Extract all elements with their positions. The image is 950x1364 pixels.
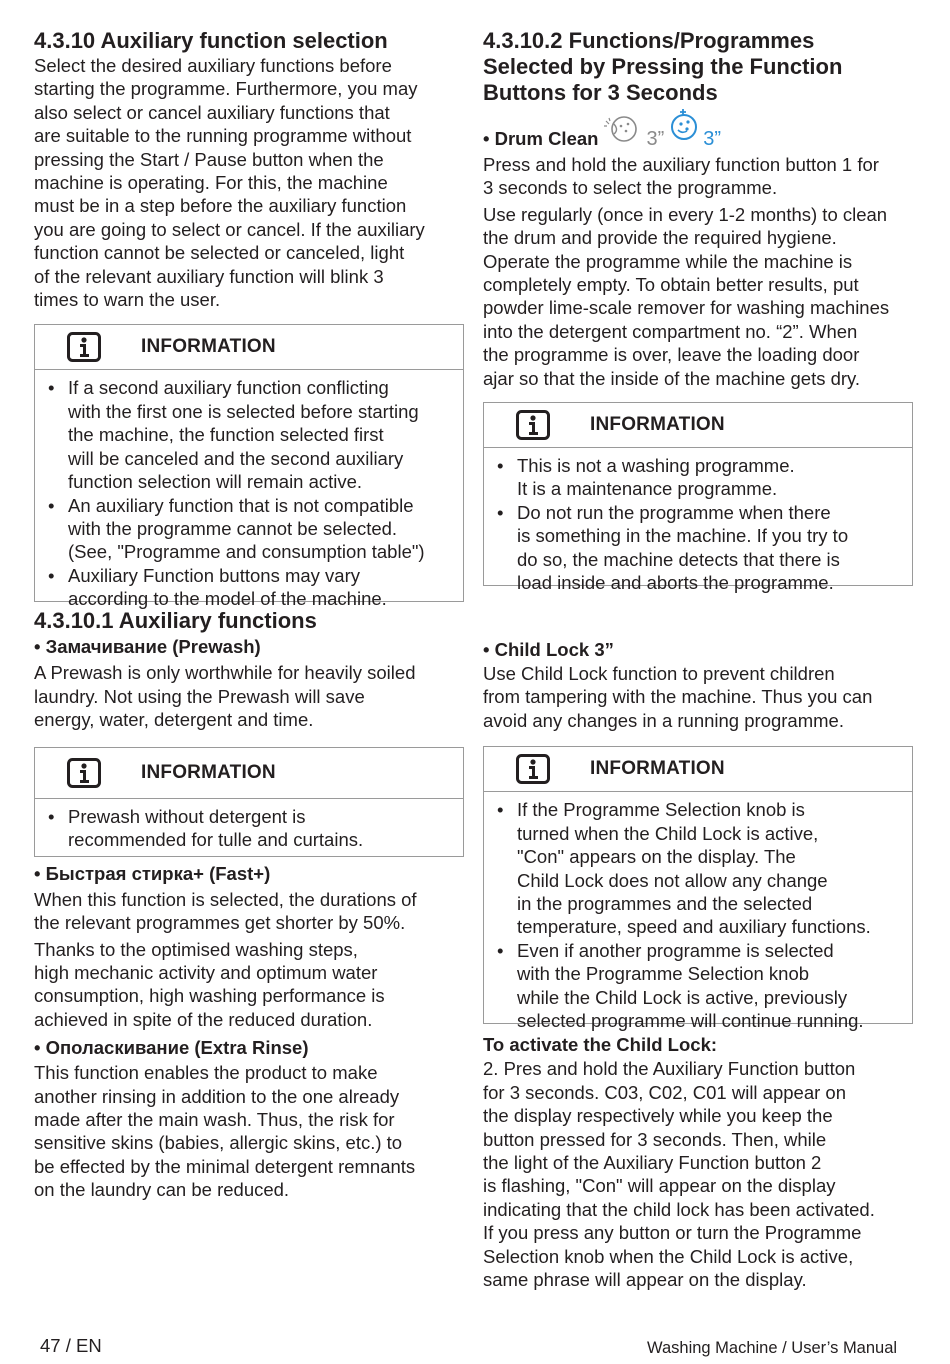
manual-title: Washing Machine / User’s Manual [647,1339,898,1357]
information-icon [67,332,101,362]
text-line: Select the desired auxiliary functions before [34,55,392,76]
text-line: the light of the Auxiliary Function button 2 [483,1151,822,1173]
text-line: machine is operating. For this, the machine [34,172,388,194]
text-line: be effected by the minimal detergent remnants [34,1155,416,1177]
text-line: is something in the machine. If you try to [517,525,849,547]
text-line: (See, "Programme and consumption table") [68,541,425,563]
text-line: Press and hold the auxiliary function button 1 for [483,154,879,175]
text-line: If you press any button or turn the Programme [483,1222,862,1244]
heading-auxiliary-functions: 4.3.10.1 Auxiliary functions [34,608,317,634]
info-list [35,799,463,852]
text-line: • Even if another programme is selected [517,939,834,961]
information-icon [67,758,101,788]
text-line: do so, the machine detects that there is [517,548,840,570]
text-line: 3 seconds to select the programme. [483,177,778,199]
text-line: according to the model of the machine. [68,588,387,610]
subheading-extra-rinse: • Ополаскивание (Extra Rinse) [34,1037,309,1059]
text-line: indicating that the child lock has been activated. [483,1198,875,1220]
text-line: the display respectively while you keep the [483,1105,833,1127]
text-line: the relevant programmes get shorter by 50%. [34,912,406,934]
text-line: made after the main wash. Thus, the risk for [34,1108,395,1130]
text-line: function selection will remain active. [68,471,363,493]
text-line: It is a maintenance programme. [517,478,778,500]
text-line: with the Programme Selection knob [517,963,810,985]
text-line: ajar so that the inside of the machine gets dry. [483,367,861,389]
text-line: • If a second auxiliary function conflicting [68,377,389,399]
info-box-header [484,747,912,792]
text-line: for 3 seconds. C03, C02, C01 will appear on [483,1081,847,1103]
page-number: 47 / EN [40,1335,102,1356]
text-line: • Prewash without detergent is [68,805,306,827]
para-drum-clean-1 [483,153,913,200]
para-activate-child-lock [483,1057,913,1291]
text-line: A Prewash is only worthwhile for heavily soiled [34,662,416,684]
subheading-activate-child-lock: To activate the Child Lock: [483,1034,718,1056]
text-line: selected programme will continue running. [517,1009,864,1031]
heading-aux-function-selection: 4.3.10 Auxiliary function selection [34,28,388,53]
text-line: the programme is over, leave the loading door [483,344,860,366]
text-line: will be canceled and the second auxiliary [68,447,404,469]
para-fast-2 [34,938,464,1032]
text-line: laundry. Not using the Prewash will save [34,685,365,707]
text-line: Use regularly (once in every 1-2 months) to clean [483,203,888,225]
text-line: Child Lock does not allow any change [517,869,828,891]
list-item [484,939,912,1033]
para-drum-clean-2 [483,203,913,390]
text-line: Thanks to the optimised washing steps, [34,938,358,960]
list-item [35,805,463,852]
text-line: is flashing, "Con" will appear on the display [483,1175,836,1197]
text-line: achieved in spite of the reduced duration. [34,1008,373,1030]
para-fast-1 [34,888,464,935]
info-box-header [484,403,912,448]
list-item [35,564,463,611]
list-item [35,494,463,564]
text-line: • An auxiliary function that is not compatible [68,494,414,516]
text-line: in the programmes and the selected [517,892,813,914]
para-extra-rinse [34,1061,464,1201]
text-line: • Do not run the programme when there [517,501,831,523]
left-column [34,28,464,1202]
text-line: another rinsing in addition to the one already [34,1085,400,1107]
text-line: Use Child Lock function to prevent children [483,663,835,685]
text-line: you are going to select or cancel. If the auxiliary [34,218,425,240]
info-box-prewash [34,747,464,857]
drum-clean-icon [602,115,646,149]
drum-clean-seconds-blue: 3” [703,128,722,150]
text-line: When this function is selected, the durations of [34,888,417,910]
info-box-title: INFORMATION [590,758,725,780]
subheading-child-lock: • Child Lock 3” [483,639,614,661]
text-line: into the detergent compartment no. “2”. When [483,320,858,342]
text-line: from tampering with the machine. Thus you can [483,686,873,708]
text-line: also select or cancel auxiliary functions that [34,101,390,123]
drum-clean-icon-blue [667,107,703,147]
para-prewash [34,661,464,731]
text-line: of the relevant auxiliary function will blink 3 [34,265,384,287]
text-line: powder lime-scale remover for washing machines [483,297,890,319]
text-line: 4.3.10.2 Functions/Programmes [483,28,815,53]
text-line: load inside and aborts the programme. [517,572,834,594]
info-box-conflicts [34,324,464,610]
list-item [35,376,463,493]
right-column [483,28,913,1291]
text-line: sensitive skins (babies, allergic skins, etc.) to [34,1132,403,1154]
subheading-fast-plus: • Быстрая стирка+ (Fast+) [34,862,271,884]
text-line: button pressed for 3 seconds. Then, while [483,1128,827,1150]
text-line: same phrase will appear on the display. [483,1268,807,1290]
text-line: consumption, high washing performance is [34,985,385,1007]
subheading-drum-clean [483,111,913,151]
info-box-title: INFORMATION [141,336,276,358]
drum-clean-seconds-gray: 3” [646,128,665,150]
text-line: • This is not a washing programme. [517,455,795,477]
information-icon [516,410,550,440]
info-list [35,370,463,610]
info-box-title: INFORMATION [590,414,725,436]
info-box-child-lock [483,746,913,1031]
text-line: • Auxiliary Function buttons may vary [68,564,361,586]
text-line: Buttons for 3 Seconds [483,80,718,105]
text-line: times to warn the user. [34,289,221,311]
text-line: 2. Pres and hold the Auxiliary Function button [483,1058,856,1080]
para-aux-selection [34,54,464,311]
text-line: are suitable to the running programme without [34,125,412,147]
text-line: the machine, the function selected first [68,424,384,446]
text-line: must be in a step before the auxiliary function [34,195,407,217]
info-box-header [35,325,463,370]
info-list [484,448,912,594]
text-line: Operate the programme while the machine is [483,250,853,272]
text-line: avoid any changes in a running programme. [483,709,844,731]
list-item [484,501,912,595]
text-line: "Con" appears on the display. The [517,846,796,868]
text-line: while the Child Lock is active, previously [517,986,848,1008]
list-item [484,798,912,938]
info-box-header [35,748,463,799]
text-line: pressing the Start / Pause button when the [34,148,384,170]
text-line: on the laundry can be reduced. [34,1179,290,1201]
info-box-maintenance [483,402,913,594]
text-line: with the programme cannot be selected. [68,517,398,539]
info-box-title: INFORMATION [141,761,276,783]
text-line: function cannot be selected or canceled, light [34,242,405,264]
text-line: turned when the Child Lock is active, [517,822,819,844]
text-line: recommended for tulle and curtains. [68,829,364,851]
information-icon [516,754,550,784]
text-line: starting the programme. Furthermore, you may [34,78,418,100]
drum-clean-label: • Drum Clean [483,128,599,149]
text-line: completely empty. To obtain better results, put [483,274,859,296]
info-list [484,792,912,1032]
text-line: Selected by Pressing the Function [483,54,843,79]
para-child-lock [483,662,913,732]
text-line: temperature, speed and auxiliary functions. [517,916,871,938]
text-line: with the first one is selected before starting [68,400,419,422]
text-line: energy, water, detergent and time. [34,709,314,731]
text-line: This function enables the product to make [34,1062,378,1084]
text-line: • If the Programme Selection knob is [517,799,805,821]
text-line: the drum and provide the required hygiene. [483,227,837,249]
text-line: high mechanic activity and optimum water [34,961,378,983]
heading-functions-programmes [483,28,913,106]
list-item [484,454,912,501]
text-line: Selection knob when the Child Lock is active, [483,1245,854,1267]
subheading-prewash: • Замачивание (Prewash) [34,636,261,658]
